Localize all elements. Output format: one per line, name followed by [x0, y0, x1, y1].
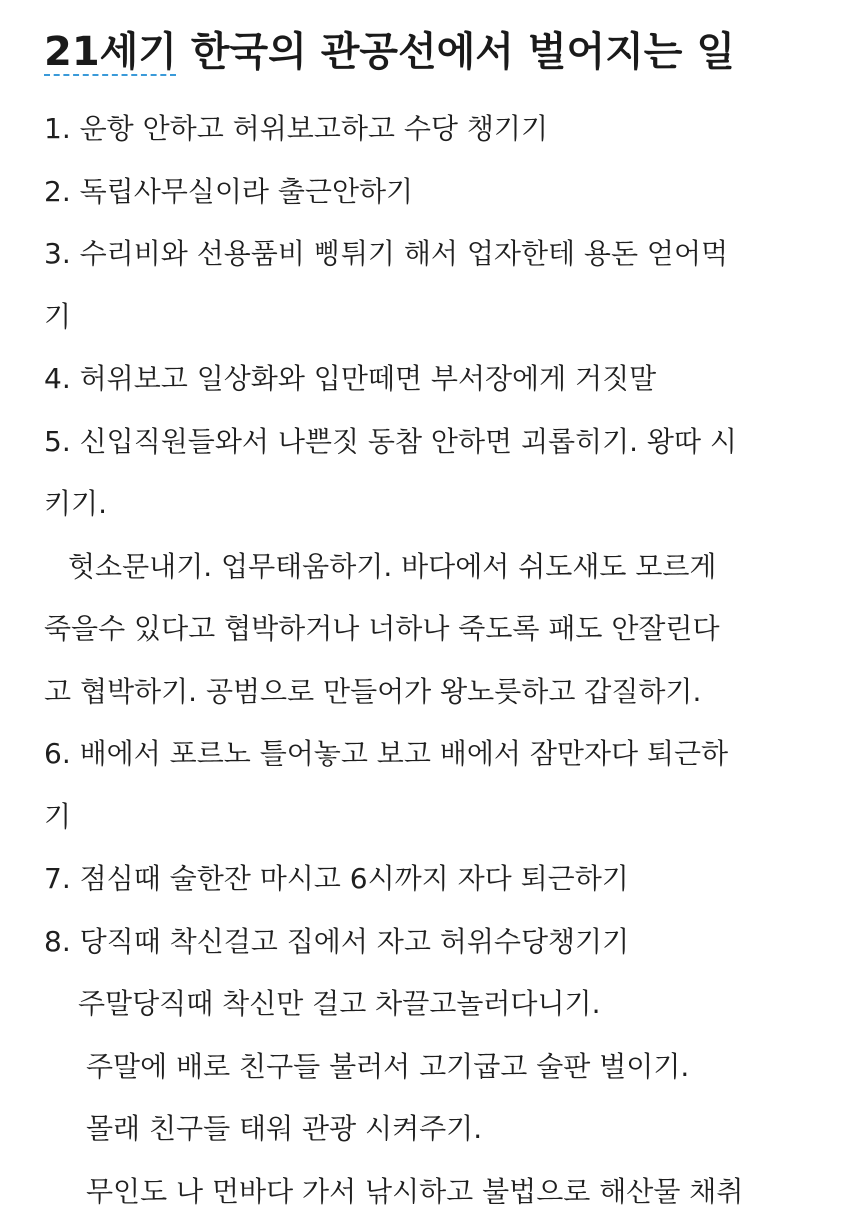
list-item-5-detail-2: 죽을수 있다고 협박하거나 너하나 죽도록 패도 안잘린다 — [44, 598, 834, 661]
list-item-5-detail-3: 고 협박하기. 공범으로 만들어가 왕노릇하고 갑질하기. — [44, 661, 834, 724]
list-item-8-detail-4: 무인도 나 먼바다 가서 낚시하고 불법으로 해산물 채취 — [44, 1161, 834, 1223]
list-item-2: 2. 독립사무실이라 출근안하기 — [44, 161, 834, 224]
list-item-5: 5. 신입직원들와서 나쁜짓 동참 안하면 괴롭히기. 왕따 시 — [44, 411, 834, 474]
document-body — [44, 98, 834, 1223]
list-item-1: 1. 운항 안하고 허위보고하고 수당 챙기기 — [44, 98, 834, 161]
list-item-8-detail-3: 몰래 친구들 태워 관광 시켜주기. — [44, 1098, 834, 1161]
list-item-3: 3. 수리비와 선용품비 삥튀기 해서 업자한테 용돈 얻어먹 — [44, 223, 834, 286]
list-item-4: 4. 허위보고 일상화와 입만떼면 부서장에게 거짓말 — [44, 348, 834, 411]
list-item-8-detail-1: 주말당직때 착신만 걸고 차끌고놀러다니기. — [44, 973, 834, 1036]
list-item-7: 7. 점심때 술한잔 마시고 6시까지 자다 퇴근하기 — [44, 848, 834, 911]
title-dashed-underline — [44, 74, 176, 76]
list-item-6-continued: 기 — [44, 786, 834, 849]
document-title: 21세기 한국의 관공선에서 벌어지는 일 — [44, 22, 735, 82]
list-item-8: 8. 당직때 착신걸고 집에서 자고 허위수당챙기기 — [44, 911, 834, 974]
list-item-5-continued: 키기. — [44, 473, 834, 536]
list-item-6: 6. 배에서 포르노 틀어놓고 보고 배에서 잠만자다 퇴근하 — [44, 723, 834, 786]
list-item-5-detail-1: 헛소문내기. 업무태움하기. 바다에서 쉬도새도 모르게 — [44, 536, 834, 599]
list-item-3-continued: 기 — [44, 286, 834, 349]
list-item-8-detail-2: 주말에 배로 친구들 불러서 고기굽고 술판 벌이기. — [44, 1036, 834, 1099]
